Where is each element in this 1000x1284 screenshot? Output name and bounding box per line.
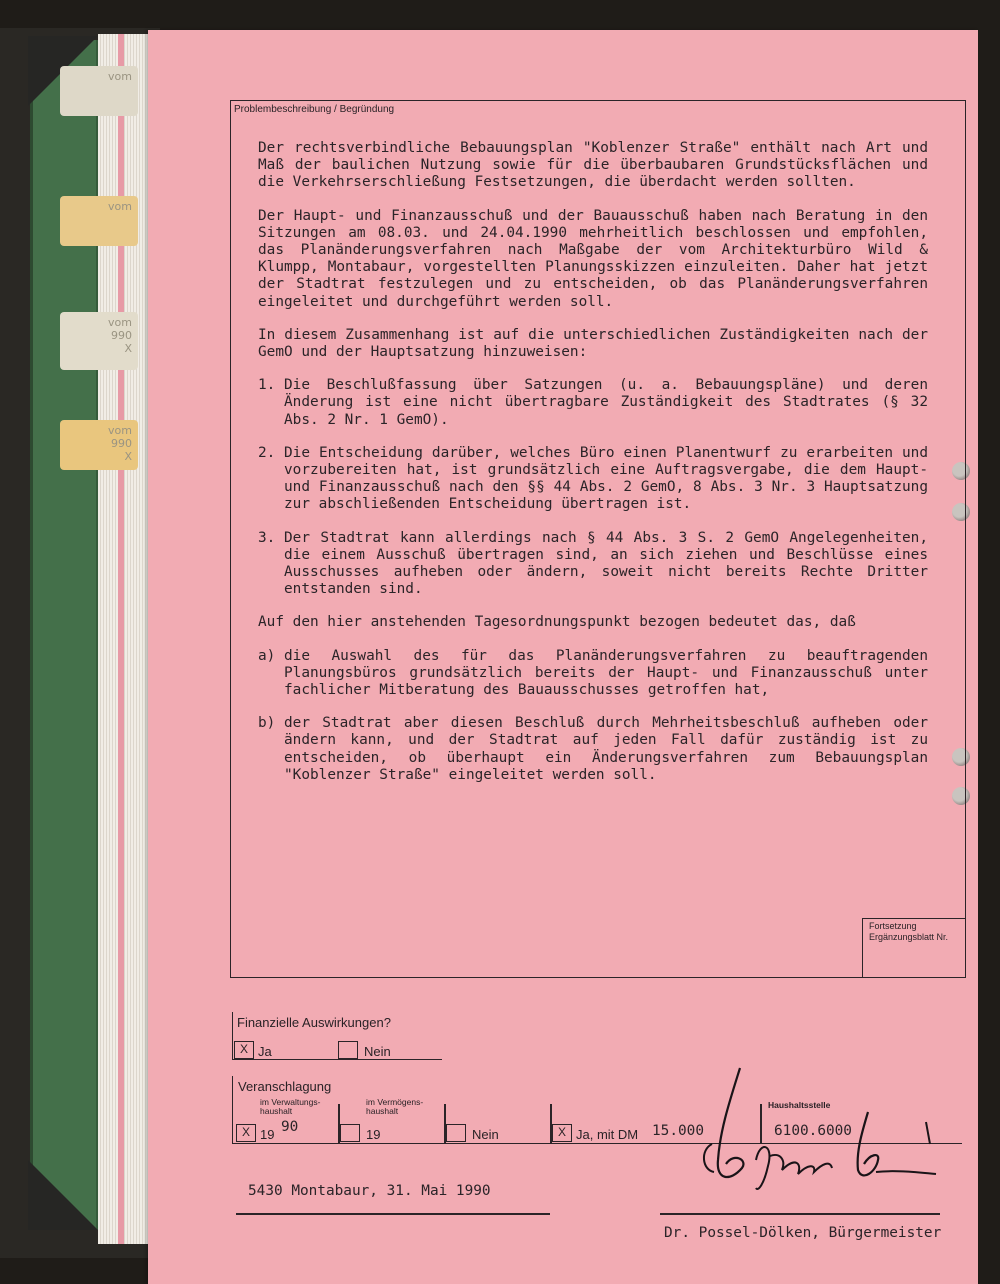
finance-label: Finanzielle Auswirkungen? [237, 1015, 391, 1030]
list-item [258, 715, 928, 784]
budget-ja-label: Ja, mit DM [576, 1127, 639, 1142]
budget-label: Veranschlagung [238, 1079, 332, 1094]
date-line [236, 1213, 550, 1215]
haushaltsstelle-value[interactable]: 6100.6000 [774, 1123, 852, 1139]
signature [690, 1060, 950, 1200]
budget-amount[interactable]: 15.000 [652, 1123, 704, 1139]
index-tab[interactable]: vom [60, 66, 138, 116]
list-item [258, 445, 928, 514]
finance-ja-label: Ja [258, 1044, 272, 1059]
list-number: 2. [258, 444, 276, 461]
paragraph: Der rechtsverbindliche Bebauungsplan "Koblenzer Straße" enthält nach Art und Maß der baulichen Nutzung sowie für die überbaubaren Grundstücksflächen und die Verkehrserschließung Festsetzungen, die überdacht werden sollten. [258, 140, 928, 191]
list-item [258, 377, 928, 429]
finance-ja-checkbox[interactable]: X [234, 1041, 254, 1059]
box-label: Problembeschreibung / Begründung [234, 104, 395, 115]
index-tab[interactable]: vom 990 X [60, 420, 138, 470]
verwaltung-year-prefix: 19 [260, 1127, 275, 1142]
list-text: Der Stadtrat kann allerdings nach § 44 Abs. 3 S. 2 GemO Angelegenheiten, die einem Ausschuß übertragen sind, an sich ziehen und Beschlüsse eines Ausschusses aufheben oder ändern, soweit nicht bereits Rechte Dritter entstanden sind. [284, 529, 928, 598]
list-text: Die Entscheidung darüber, welches Büro einen Planentwurf zu erarbeiten und vorzubereiten hat, ist grundsätzlich eine Auftragsvergabe, die dem Haupt- und Finanzausschuß nach den §§ 44 Abs. 2 GemO, 8 Abs. 3 Nr. 3 Hauptsatzung zur abschließenden Entscheidung übertragen ist. [284, 444, 928, 513]
index-tab[interactable]: vom [60, 196, 138, 246]
verwaltung-year[interactable]: 90 [281, 1119, 299, 1135]
signatory-name: Dr. Possel-Dölken, Bürgermeister [664, 1225, 942, 1241]
vermoegen-checkbox[interactable] [340, 1124, 360, 1142]
list-text: die Auswahl des für das Planänderungsverfahren zu beauftragenden Planungsbüros grundsätzlich bereits der Haupt- und Finanzausschuß unter fachlicher Mitberatung des Bauausschusses getroffen hat, [284, 647, 928, 699]
budget-nein-checkbox[interactable] [446, 1124, 466, 1142]
finance-nein-label: Nein [364, 1044, 391, 1059]
list-letter: a) [258, 647, 276, 664]
budget-ja-checkbox[interactable]: X [552, 1124, 572, 1142]
continuation-label: Fortsetzung Ergänzungsblatt Nr. [869, 921, 949, 942]
vermoegen-label: im Vermögens- haushalt [366, 1097, 424, 1116]
list-text: Die Beschlußfassung über Satzungen (u. a. Bebauungspläne) und deren Änderung ist eine nicht übertragbare Zuständigkeit des Stadtrates (§ 32 Abs. 2 Nr. 1 GemO). [284, 377, 928, 428]
verwaltung-label: im Verwaltungs- haushalt [260, 1097, 321, 1116]
list-item [258, 530, 928, 599]
list-letter: b) [258, 715, 276, 732]
description-body [258, 140, 928, 800]
signature-line [660, 1213, 940, 1215]
finance-nein-checkbox[interactable] [338, 1041, 358, 1059]
list-text: der Stadtrat aber diesen Beschluß durch Mehrheitsbeschluß aufheben oder ändern kann, und der Stadtrat auf jeden Fall dafür zuständig ist zu entscheiden, ob überhaupt ein Änderungsverfahren zum Bebauungsplan "Koblenzer Straße" eingeleitet werden soll. [284, 715, 928, 783]
budget-nein-label: Nein [472, 1127, 499, 1142]
list-item [258, 648, 928, 700]
paragraph: Der Haupt- und Finanzausschuß und der Bauausschuß haben nach Beratung in den Sitzungen am 08.03. und 24.04.1990 mehrheitlich beschlossen und empfohlen, das Planänderungsverfahren nach Maßgabe der vom Architekturbüro Wild & Klumpp, Montabaur, vorgestellten Planungsskizzen einzuleiten. Daher hat jetzt der Stadtrat festzulegen und zu entscheiden, ob das Planänderungsverfahren eingeleitet und durchgeführt werden soll. [258, 207, 928, 310]
verwaltung-checkbox[interactable]: X [236, 1124, 256, 1142]
haushaltsstelle-label: Haushaltsstelle [768, 1100, 831, 1110]
list-number: 1. [258, 377, 276, 394]
vermoegen-year-prefix: 19 [366, 1127, 381, 1142]
list-number: 3. [258, 529, 276, 546]
index-tab[interactable]: vom 990 X [60, 312, 138, 370]
place-date: 5430 Montabaur, 31. Mai 1990 [248, 1183, 491, 1199]
paragraph: Auf den hier anstehenden Tagesordnungspunkt bezogen bedeutet das, daß [258, 614, 856, 631]
paragraph: In diesem Zusammenhang ist auf die unterschiedlichen Zuständigkeiten nach der GemO und der Hauptsatzung hinzuweisen: [258, 326, 928, 361]
